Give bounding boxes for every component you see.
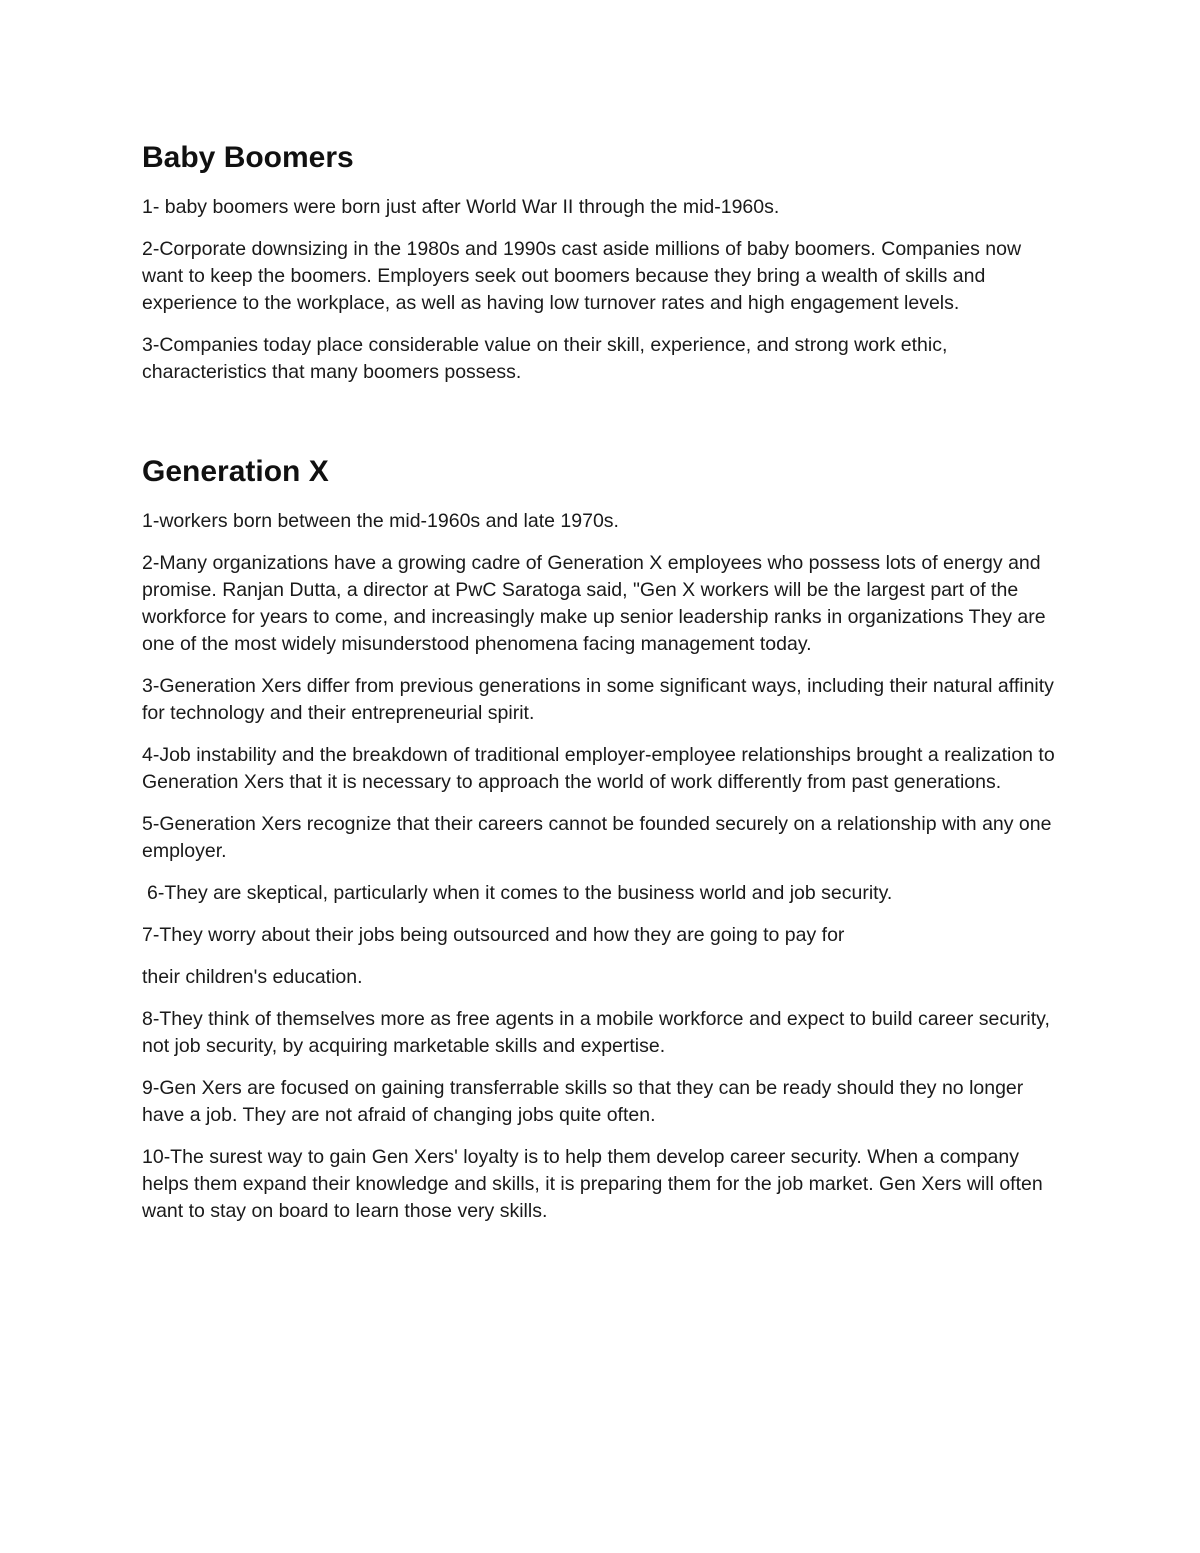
paragraph: 2-Many organizations have a growing cadre of Generation X employees who possess lots of energy and promise. Ranjan Dutta, a director at PwC Saratoga said, "Gen X workers will be the largest part of the workforce for years to come, and increasingly make up senior leadership ranks in organizations They are one of the most widely misunderstood phenomena facing management today. xyxy=(142,552,1046,655)
paragraph: 1-workers born between the mid-1960s and late 1970s. xyxy=(142,510,619,532)
paragraph: 7-They worry about their jobs being outsourced and how they are going to pay for xyxy=(142,924,845,946)
section-spacer xyxy=(142,401,1067,452)
paragraph: 9-Gen Xers are focused on gaining transferrable skills so that they can be ready should they no longer have a job. They are not afraid of changing jobs quite often. xyxy=(142,1077,1024,1126)
paragraph: 1- baby boomers were born just after World War II through the mid-1960s. xyxy=(142,196,780,218)
paragraph: 3-Companies today place considerable value on their skill, experience, and strong work ethic, characteristics that many boomers possess. xyxy=(142,334,948,383)
section-heading: Baby Boomers xyxy=(142,141,354,174)
paragraph: 4-Job instability and the breakdown of traditional employer-employee relationships brought a realization to Generation Xers that it is necessary to approach the world of work differently from past generations. xyxy=(142,744,1055,793)
paragraph: 2-Corporate downsizing in the 1980s and 1990s cast aside millions of baby boomers. Companies now want to keep the boomers. Employers seek out boomers because they bring a wealth of skills and experience to the workplace, as well as having low turnover rates and high engagement levels. xyxy=(142,238,1022,314)
document-page xyxy=(142,138,1067,1240)
section-generation-x xyxy=(142,452,1067,1225)
paragraph: 5-Generation Xers recognize that their careers cannot be founded securely on a relationship with any one employer. xyxy=(142,813,1052,862)
paragraph: 3-Generation Xers differ from previous generations in some significant ways, including their natural affinity for technology and their entrepreneurial spirit. xyxy=(142,675,1054,724)
paragraph: 6-They are skeptical, particularly when it comes to the business world and job security. xyxy=(147,882,893,904)
section-baby-boomers xyxy=(142,138,1067,386)
paragraph: 10-The surest way to gain Gen Xers' loyalty is to help them develop career security. When a company helps them expand their knowledge and skills, it is preparing them for the job market. Gen Xers will often want to stay on board to learn those very skills. xyxy=(142,1146,1043,1222)
paragraph: their children's education. xyxy=(142,966,363,988)
paragraph: 8-They think of themselves more as free agents in a mobile workforce and expect to build career security, not job security, by acquiring marketable skills and expertise. xyxy=(142,1008,1050,1057)
section-heading: Generation X xyxy=(142,455,329,488)
